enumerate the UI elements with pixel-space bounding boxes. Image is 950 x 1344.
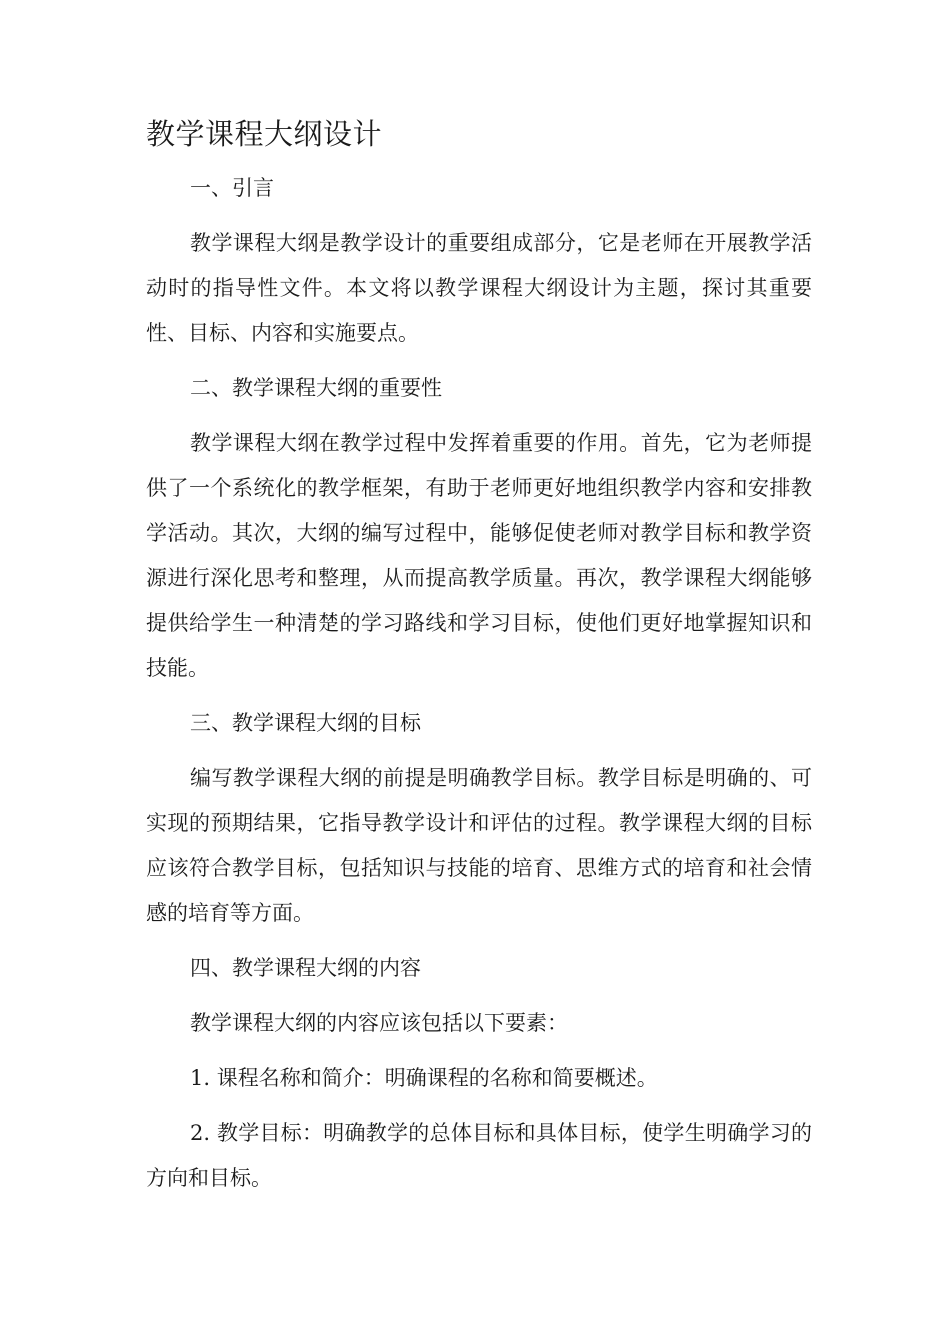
section-heading-introduction: 一、引言 (190, 176, 274, 200)
section-heading-content: 四、教学课程大纲的内容 (190, 956, 421, 980)
document-title: 教学课程大纲设计 (146, 117, 383, 151)
list-item-teaching-goals: 2. 教学目标：明确教学的总体目标和具体目标，使学生明确学习的方向和目标。 (146, 1121, 812, 1190)
paragraph-importance: 教学课程大纲在教学过程中发挥着重要的作用。首先，它为老师提供了一个系统化的教学框架，有助于老师更好地组织教学内容和安排教学活动。其次，大纲的编写过程中，能够促使老师对教学目标和教学资源进行深化思考和整理，从而提高教学质量。再次，教学课程大纲能够提供给学生一种清楚的学习路线和学习目标，使他们更好地掌握知识和技能。 (146, 431, 812, 680)
paragraph-goals: 编写教学课程大纲的前提是明确教学目标。教学目标是明确的、可实现的预期结果，它指导教学设计和评估的过程。教学课程大纲的目标应该符合教学目标，包括知识与技能的培育、思维方式的培育和社会情感的培育等方面。 (146, 766, 812, 925)
list-item-course-name: 1. 课程名称和简介：明确课程的名称和简要概述。 (190, 1066, 658, 1090)
section-heading-importance: 二、教学课程大纲的重要性 (190, 376, 442, 400)
document-page (146, 112, 812, 1211)
paragraph-introduction: 教学课程大纲是教学设计的重要组成部分，它是老师在开展教学活动时的指导性文件。本文将以教学课程大纲设计为主题，探讨其重要性、目标、内容和实施要点。 (146, 231, 812, 345)
paragraph-content-intro: 教学课程大纲的内容应该包括以下要素： (190, 1011, 568, 1035)
section-heading-goals: 三、教学课程大纲的目标 (190, 711, 421, 735)
